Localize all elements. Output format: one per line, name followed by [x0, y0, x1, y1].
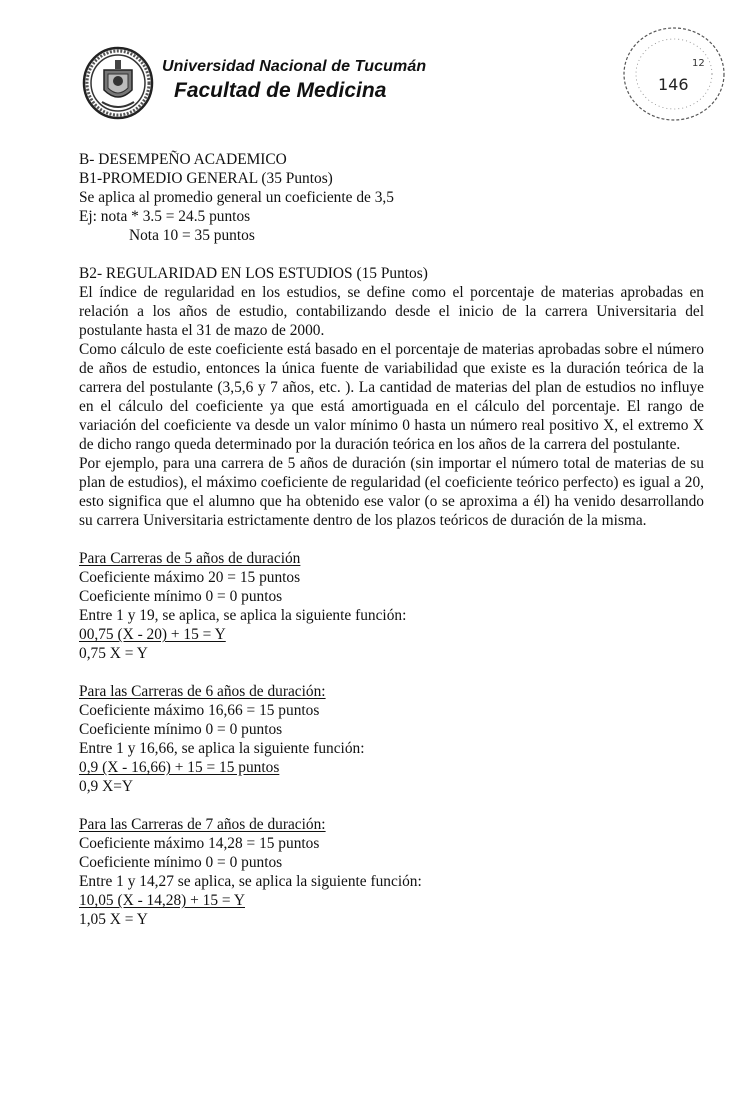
career6-max: Coeficiente máximo 16,66 = 15 puntos — [79, 702, 320, 719]
career5-min: Coeficiente mínimo 0 = 0 puntos — [79, 588, 283, 605]
faculty-name: Facultad de Medicina — [174, 79, 387, 102]
career6-min: Coeficiente mínimo 0 = 0 puntos — [79, 721, 283, 738]
b1-title: B1-PROMEDIO GENERAL (35 Puntos) — [79, 170, 333, 187]
career7-max: Coeficiente máximo 14,28 = 15 puntos — [79, 835, 320, 852]
b1-example: Ej: nota * 3.5 = 24.5 puntos — [79, 208, 251, 225]
career5-result: 0,75 X = Y — [79, 645, 148, 662]
career5-max: Coeficiente máximo 20 = 15 puntos — [79, 569, 301, 586]
b2-paragraph: Como cálculo de este coeficiente está basado en el porcentaje de materias aprobadas sobre el número de años de estudio, entonces la única fuente de variabilidad que existe es la duración teórica de la carrera del postulante (3,5,6 y 7 años, etc. ). La cantidad de materias del plan de estudios no influye en el cálculo del coeficiente ya que está amortiguada en el cálculo del porcentaje. El rango de variación del coeficiente va desde un valor mínimo 0 hasta un número real positivo X, el extremo X de dicho rango queda determinado por la duración teórica en los años de la carrera del postulante. — [79, 341, 704, 453]
b1-example-max: Nota 10 = 35 puntos — [129, 227, 255, 244]
section-b-title: B- DESEMPEÑO ACADEMICO — [79, 151, 287, 168]
career6-result: 0,9 X=Y — [79, 778, 133, 795]
letterhead — [82, 46, 662, 126]
career7-min: Coeficiente mínimo 0 = 0 puntos — [79, 854, 283, 871]
career5-formula: 00,75 (X - 20) + 15 = Y — [79, 626, 226, 643]
b2-paragraph: Por ejemplo, para una carrera de 5 años de duración (sin importar el número total de materias de su plan de estudios), el máximo coeficiente de regularidad (el coeficiente teórico perfecto) es igual a 20, esto significa que el alumno que ha obtenido ese valor (o se aproxima a él) ha venido desarrollando su carrera Universitaria estrictamente dentro de los plazos teóricos de duración de la misma. — [79, 455, 704, 529]
career7-result: 1,05 X = Y — [79, 911, 148, 928]
university-seal-icon — [82, 46, 154, 120]
career5-title: Para Carreras de 5 años de duración — [79, 550, 301, 567]
b2-title: B2- REGULARIDAD EN LOS ESTUDIOS (15 Puntos) — [79, 265, 428, 282]
career7-title: Para las Carreras de 7 años de duración: — [79, 816, 326, 833]
document-body — [79, 150, 704, 929]
folio-stamp-icon — [618, 20, 730, 124]
university-name: Universidad Nacional de Tucumán — [162, 58, 427, 75]
career6-title: Para las Carreras de 6 años de duración: — [79, 683, 326, 700]
career7-formula: 10,05 (X - 14,28) + 15 = Y — [79, 892, 245, 909]
career6-formula: 0,9 (X - 16,66) + 15 = 15 puntos — [79, 759, 280, 776]
b1-line: Se aplica al promedio general un coeficiente de 3,5 — [79, 189, 394, 206]
folio-number: 146 — [658, 75, 689, 94]
stamp-page: 12 — [692, 58, 705, 69]
career7-range: Entre 1 y 14,27 se aplica, se aplica la siguiente función: — [79, 873, 422, 890]
b2-paragraph: El índice de regularidad en los estudios, se define como el porcentaje de materias aprobadas en relación a los años de estudio, contabilizando desde el inicio de la carrera Universitaria del postulante hasta el 31 de mazo de 2000. — [79, 284, 704, 339]
career6-range: Entre 1 y 16,66, se aplica la siguiente función: — [79, 740, 365, 757]
career5-range: Entre 1 y 19, se aplica, se aplica la siguiente función: — [79, 607, 407, 624]
